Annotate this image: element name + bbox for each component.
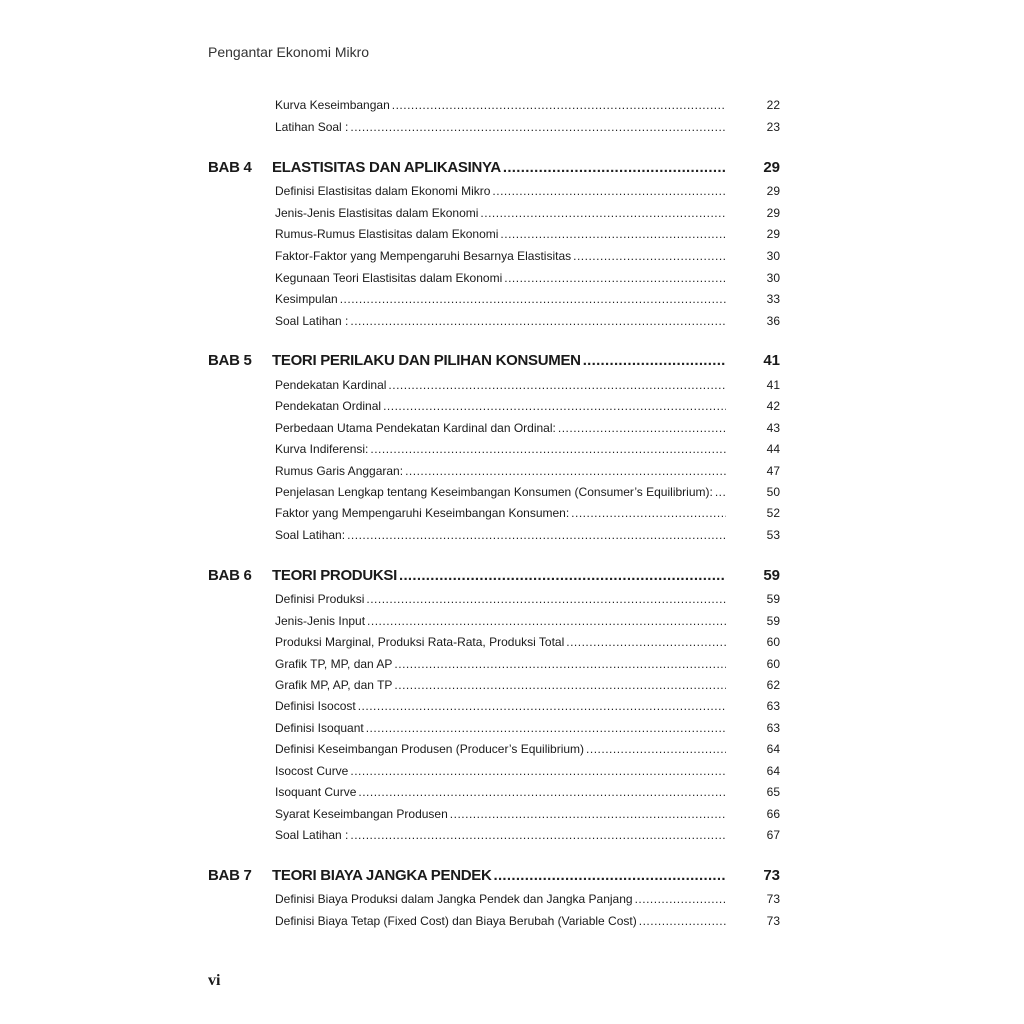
toc-page-number: 59: [766, 614, 780, 628]
toc-entry[interactable]: [275, 291, 726, 307]
toc-entry[interactable]: [275, 420, 726, 436]
toc-entry[interactable]: [275, 313, 726, 329]
leader-dots: [347, 527, 726, 543]
toc-page-number: 30: [766, 271, 780, 285]
chapter-title: TEORI PERILAKU DAN PILIHAN KONSUMEN: [272, 352, 581, 369]
toc-page-number: 60: [766, 635, 780, 649]
leader-dots: [504, 270, 726, 286]
toc-page-number: 50: [766, 485, 780, 499]
toc-entry[interactable]: [275, 270, 726, 286]
toc-page-number: 30: [766, 249, 780, 263]
toc-page-number: 67: [766, 828, 780, 842]
chapter-heading[interactable]: [272, 351, 726, 371]
toc-entry[interactable]: [275, 527, 726, 543]
toc-entry-title: Rumus Garis Anggaran:: [275, 464, 404, 478]
toc-entry-title: Rumus-Rumus Elastisitas dalam Ekonomi: [275, 227, 499, 241]
chapter-title: ELASTISITAS DAN APLIKASINYA: [272, 159, 501, 176]
toc-entry[interactable]: [275, 656, 726, 672]
toc-entry[interactable]: [275, 613, 726, 629]
toc-page-number: 52: [766, 506, 780, 520]
toc-page-number: 29: [766, 206, 780, 220]
toc-page-number: 44: [766, 442, 780, 456]
toc-entry[interactable]: [275, 763, 726, 779]
toc-entry[interactable]: [275, 720, 726, 736]
toc-entry[interactable]: [275, 698, 726, 714]
toc-entry-title: Kurva Indiferensi:: [275, 442, 369, 456]
toc-entry[interactable]: [275, 634, 726, 650]
toc-entry[interactable]: [275, 226, 726, 242]
toc-entry-title: Isocost Curve: [275, 764, 349, 778]
leader-dots: [571, 505, 726, 521]
toc-entry[interactable]: [275, 183, 726, 199]
toc-page-number: 29: [766, 227, 780, 241]
leader-dots: [367, 613, 726, 629]
chapter-label: BAB 6: [208, 567, 252, 584]
toc-page-number: 42: [766, 399, 780, 413]
toc-entry-title: Definisi Elastisitas dalam Ekonomi Mikro: [275, 184, 491, 198]
chapter-label: BAB 7: [208, 867, 252, 884]
toc-entry-title: Definisi Isocost: [275, 699, 356, 713]
toc-entry-title: Definisi Biaya Produksi dalam Jangka Pendek dan Jangka Panjang: [275, 892, 633, 906]
leader-dots: [405, 463, 726, 479]
chapter-heading[interactable]: [272, 566, 726, 586]
toc-page-number: 66: [766, 807, 780, 821]
toc-page-number: 43: [766, 421, 780, 435]
toc-entry[interactable]: [275, 913, 726, 929]
toc-entry-title: Grafik MP, AP, dan TP: [275, 678, 393, 692]
leader-dots: [350, 827, 726, 843]
toc-page-number: 62: [766, 678, 780, 692]
leader-dots: [392, 97, 726, 113]
leader-dots: [492, 183, 726, 199]
toc-entry[interactable]: [275, 806, 726, 822]
leader-dots: [635, 891, 726, 907]
leader-dots: [350, 119, 726, 135]
toc-page-number: 63: [766, 699, 780, 713]
leader-dots: [383, 398, 726, 414]
toc-entry[interactable]: [275, 463, 726, 479]
toc-entry-title: Soal Latihan :: [275, 828, 349, 842]
leader-dots: [366, 591, 726, 607]
toc-page-number: 47: [766, 464, 780, 478]
toc-page-number: 33: [766, 292, 780, 306]
toc-entry-title: Kegunaan Teori Elastisitas dalam Ekonomi: [275, 271, 503, 285]
leader-dots: [340, 291, 726, 307]
toc-entry-title: Faktor-Faktor yang Mempengaruhi Besarnya Elastisitas: [275, 249, 572, 263]
toc-entry[interactable]: [275, 398, 726, 414]
toc-page-number: 59: [766, 592, 780, 606]
toc-page-number: 64: [766, 742, 780, 756]
chapter-title: TEORI BIAYA JANGKA PENDEK: [272, 867, 492, 884]
toc-entry-title: Soal Latihan:: [275, 528, 346, 542]
leader-dots: [583, 351, 726, 371]
toc-entry-title: Definisi Keseimbangan Produsen (Producer’s Equilibrium): [275, 742, 585, 756]
chapter-heading[interactable]: [272, 866, 726, 886]
toc-page-number: 64: [766, 764, 780, 778]
toc-entry-title: Latihan Soal :: [275, 120, 349, 134]
chapter-label: BAB 5: [208, 352, 252, 369]
toc-entry-title: Penjelasan Lengkap tentang Keseimbangan Konsumen (Consumer’s Equilibrium):: [275, 485, 713, 499]
toc-entry[interactable]: [275, 677, 726, 693]
chapter-title: TEORI PRODUKSI: [272, 567, 397, 584]
toc-entry-title: Definisi Isoquant: [275, 721, 364, 735]
toc-entry[interactable]: [275, 505, 726, 521]
toc-entry-title: Perbedaan Utama Pendekatan Kardinal dan Ordinal:: [275, 421, 556, 435]
leader-dots: [480, 205, 726, 221]
toc-entry-title: Kurva Keseimbangan: [275, 98, 390, 112]
leader-dots: [586, 741, 726, 757]
toc-page-number: 63: [766, 721, 780, 735]
toc-entry-title: Pendekatan Kardinal: [275, 378, 387, 392]
toc-entry[interactable]: [275, 205, 726, 221]
toc-entry[interactable]: [275, 119, 726, 135]
toc-entry-title: Definisi Produksi: [275, 592, 365, 606]
toc-entry[interactable]: [275, 591, 726, 607]
leader-dots: [715, 484, 726, 500]
toc-entry-title: Jenis-Jenis Elastisitas dalam Ekonomi: [275, 206, 479, 220]
leader-dots: [558, 420, 726, 436]
toc-entry-title: Isoquant Curve: [275, 785, 357, 799]
chapter-heading[interactable]: [272, 158, 726, 178]
toc-page-number: 29: [766, 184, 780, 198]
toc-entry-title: Kesimpulan: [275, 292, 338, 306]
toc-entry-title: Jenis-Jenis Input: [275, 614, 366, 628]
leader-dots: [358, 698, 726, 714]
leader-dots: [573, 248, 726, 264]
toc-page-number: 23: [766, 120, 780, 134]
chapter-page-number: 59: [763, 567, 780, 584]
page-folio: vi: [208, 972, 221, 989]
toc-page-number: 73: [766, 892, 780, 906]
toc-entry-title: Definisi Biaya Tetap (Fixed Cost) dan Biaya Berubah (Variable Cost): [275, 914, 637, 928]
toc-entry-title: Pendekatan Ordinal: [275, 399, 382, 413]
leader-dots: [500, 226, 726, 242]
leader-dots: [566, 634, 726, 650]
toc-entry[interactable]: [275, 891, 726, 907]
toc-page-number: 41: [766, 378, 780, 392]
leader-dots: [366, 720, 726, 736]
leader-dots: [494, 866, 727, 886]
toc-entry-title: Produksi Marginal, Produksi Rata-Rata, Produksi Total: [275, 635, 565, 649]
toc-page-number: 36: [766, 314, 780, 328]
chapter-page-number: 29: [763, 159, 780, 176]
toc-page-number: 65: [766, 785, 780, 799]
leader-dots: [394, 677, 726, 693]
toc-entry-title: Faktor yang Mempengaruhi Keseimbangan Konsumen:: [275, 506, 570, 520]
chapter-label: BAB 4: [208, 159, 252, 176]
leader-dots: [388, 377, 726, 393]
toc-entry[interactable]: [275, 377, 726, 393]
toc-page-number: 22: [766, 98, 780, 112]
toc-entry[interactable]: [275, 827, 726, 843]
toc-entry[interactable]: [275, 484, 726, 500]
leader-dots: [370, 441, 726, 457]
leader-dots: [358, 784, 726, 800]
toc-entry[interactable]: [275, 97, 726, 113]
toc-entry-title: Grafik TP, MP, dan AP: [275, 657, 393, 671]
leader-dots: [350, 313, 726, 329]
toc-entry-title: Syarat Keseimbangan Produsen: [275, 807, 448, 821]
toc-entry[interactable]: [275, 741, 726, 757]
toc-page-number: 53: [766, 528, 780, 542]
toc-page-number: 60: [766, 657, 780, 671]
leader-dots: [350, 763, 726, 779]
leader-dots: [503, 158, 726, 178]
toc-entry-title: Soal Latihan :: [275, 314, 349, 328]
running-header: Pengantar Ekonomi Mikro: [208, 44, 370, 60]
leader-dots: [450, 806, 726, 822]
toc-entry[interactable]: [275, 248, 726, 264]
leader-dots: [399, 566, 726, 586]
leader-dots: [639, 913, 726, 929]
toc-entry[interactable]: [275, 441, 726, 457]
chapter-page-number: 41: [763, 352, 780, 369]
toc-entry[interactable]: [275, 784, 726, 800]
toc-page-number: 73: [766, 914, 780, 928]
chapter-page-number: 73: [763, 867, 780, 884]
leader-dots: [394, 656, 726, 672]
